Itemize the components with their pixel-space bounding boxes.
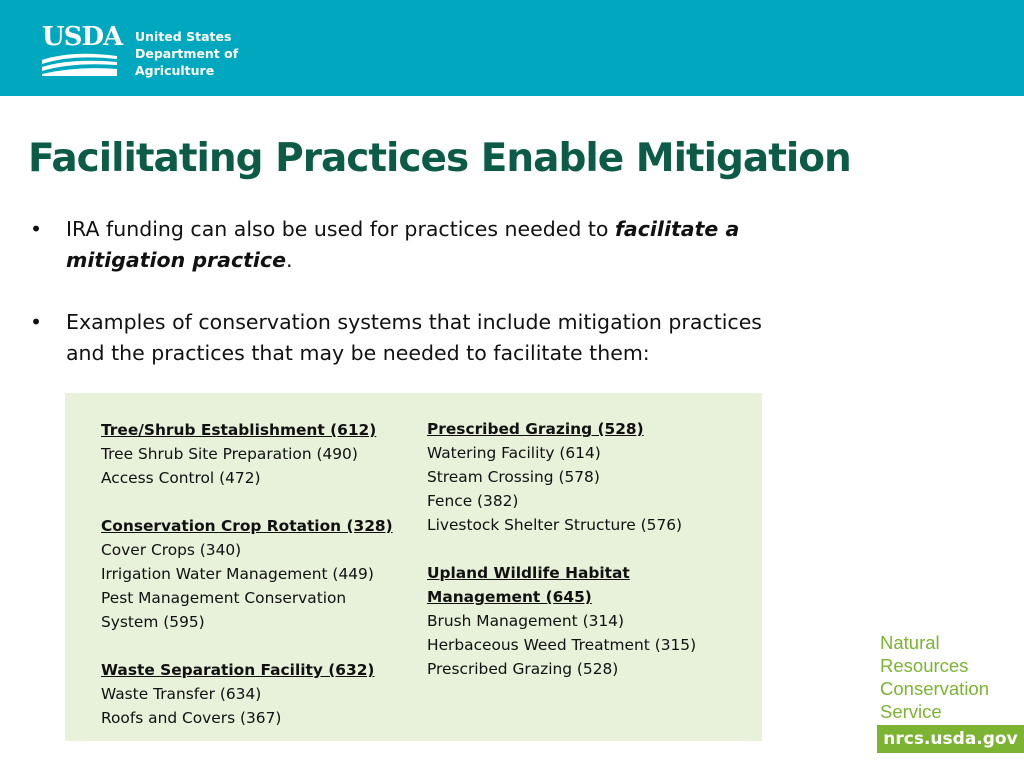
agency-line: Department of — [135, 46, 239, 61]
practice-item: Roofs and Covers (367) — [101, 709, 282, 727]
agency-name — [135, 28, 238, 79]
header-banner — [0, 0, 1024, 96]
bullet-text: . — [286, 248, 293, 272]
practice-item: Access Control (472) — [101, 469, 261, 487]
practice-item: Tree Shrub Site Preparation (490) — [101, 445, 358, 463]
usda-logo — [42, 22, 123, 76]
bullet-emphasis: mitigation practice — [66, 248, 287, 272]
practice-group-title: Upland Wildlife Habitat — [427, 564, 630, 582]
practice-group-title: Conservation Crop Rotation (328) — [101, 517, 393, 535]
practice-item: Brush Management (314) — [427, 612, 624, 630]
practice-item: Herbaceous Weed Treatment (315) — [427, 636, 697, 654]
nrcs-line: Natural — [880, 632, 940, 653]
bullet-marker: • — [30, 310, 43, 334]
practice-group-title: Management (645) — [427, 588, 592, 606]
practice-group — [101, 658, 411, 730]
practice-item: Cover Crops (340) — [101, 541, 242, 559]
bullet-text: and the practices that may be needed to facilitate them: — [66, 341, 650, 365]
agency-line: United States — [135, 29, 232, 44]
bullet-text: Examples of conservation systems that include mitigation practices — [66, 310, 762, 334]
website-label: nrcs.usda.gov — [877, 725, 1024, 753]
practice-item: Prescribed Grazing (528) — [427, 660, 619, 678]
practice-group — [427, 561, 747, 681]
nrcs-line: Service — [880, 701, 942, 722]
practice-group-title: Tree/Shrub Establishment (612) — [101, 421, 377, 439]
practice-group-title: Waste Separation Facility (632) — [101, 661, 375, 679]
practice-item: Fence (382) — [427, 492, 519, 510]
practice-group — [101, 418, 411, 490]
bullet-item — [30, 214, 770, 276]
bullet-text: IRA funding can also be used for practices needed to — [66, 217, 615, 241]
practice-group — [101, 514, 411, 634]
examples-left-column — [101, 418, 411, 730]
practice-item: Livestock Shelter Structure (576) — [427, 516, 683, 534]
bullet-list — [30, 214, 770, 369]
page-title: Facilitating Practices Enable Mitigation — [28, 136, 851, 181]
bullet-item — [30, 307, 770, 369]
bullet-marker: • — [30, 217, 43, 241]
practice-item: Irrigation Water Management (449) — [101, 565, 374, 583]
examples-right-column — [427, 417, 747, 681]
nrcs-line: Conservation — [880, 678, 990, 699]
agency-line: Agriculture — [135, 63, 215, 78]
practice-item: System (595) — [101, 613, 205, 631]
practice-group-title: Prescribed Grazing (528) — [427, 420, 644, 438]
practice-item: Watering Facility (614) — [427, 444, 601, 462]
practice-group — [427, 417, 747, 537]
usda-hills-icon — [42, 52, 117, 76]
usda-logo-text: USDA — [42, 22, 123, 52]
nrcs-name — [880, 631, 989, 723]
practice-item: Waste Transfer (634) — [101, 685, 262, 703]
bullet-emphasis: facilitate a — [615, 217, 740, 241]
practice-item: Stream Crossing (578) — [427, 468, 600, 486]
practice-item: Pest Management Conservation — [101, 589, 347, 607]
nrcs-line: Resources — [880, 655, 969, 676]
